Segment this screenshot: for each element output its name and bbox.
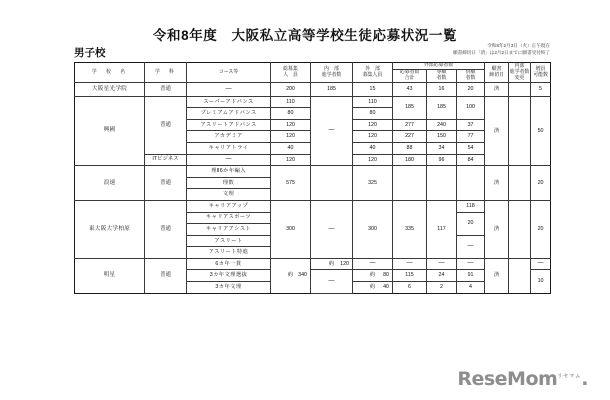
th-department: 学 科	[145, 63, 187, 83]
th-total-capacity	[271, 63, 311, 83]
cell-exclusive: 16	[427, 83, 457, 96]
cell-increase: 20	[531, 200, 551, 258]
cell-increase: 10	[531, 270, 551, 293]
cell-total: 120	[271, 154, 311, 166]
th-internal-change-l1: 内部	[514, 63, 525, 69]
cell-external: 120	[353, 119, 393, 131]
cell-concurrent: —	[457, 235, 485, 258]
cell-course: 3カ年文理	[187, 282, 271, 294]
cell-applicants-total: 227	[393, 131, 427, 143]
cell-school: 興國	[75, 96, 145, 166]
cell-exclusive: 117	[427, 200, 457, 258]
cell-external	[353, 282, 393, 294]
th-total-capacity-l1: 総募集	[283, 66, 298, 72]
th-external-applicants-group: 外部応募者数	[393, 63, 485, 70]
cell-deadline: 済	[485, 96, 509, 166]
th-increase-l2: 可能数	[533, 72, 548, 78]
cell-internal-change	[509, 96, 531, 166]
application-status-table	[74, 62, 551, 294]
th-internal-change-l3: 変更	[514, 75, 525, 81]
cell-department: 普通	[145, 258, 187, 293]
cell-deadline: 済	[485, 200, 509, 258]
cell-course: アスリート特進	[187, 247, 271, 259]
cell-external: 15	[353, 83, 393, 96]
cell-concurrent: 37	[457, 119, 485, 131]
th-concurrent-l2: 者数	[465, 76, 476, 82]
cell-exclusive: 150	[427, 131, 457, 143]
cell-internal: —	[311, 270, 353, 293]
cell-internal: —	[311, 96, 353, 166]
cell-course: 6カ年一貫	[187, 258, 271, 270]
th-external	[353, 63, 393, 83]
cell-external-prefix: 約	[369, 284, 376, 291]
cell-total: 80	[271, 108, 311, 120]
cell-external: 300	[353, 200, 393, 258]
cell-course: 理数	[187, 177, 271, 189]
cell-increase: 20	[531, 166, 551, 201]
cell-deadline: 済	[485, 83, 509, 96]
cell-course: プレミアムアドバンス	[187, 108, 271, 120]
table-row	[75, 258, 551, 270]
cell-concurrent: 54	[457, 142, 485, 154]
th-external-l2: 募集人員	[362, 72, 383, 78]
cell-external: 40	[353, 142, 393, 154]
cell-total: 110	[271, 96, 311, 108]
cell-applicants-total: 180	[393, 154, 427, 166]
th-exclusive-l2: 者数	[436, 76, 447, 82]
cell-external: 120	[353, 131, 393, 143]
th-internal-change	[509, 63, 531, 83]
cell-internal: 185	[311, 83, 353, 96]
cell-department: 普通	[145, 96, 187, 154]
table-row	[75, 83, 551, 96]
table-row	[75, 200, 551, 212]
cell-concurrent: 20	[457, 83, 485, 96]
th-increase	[531, 63, 551, 83]
th-deadline-l1: 願書	[491, 66, 502, 72]
cell-internal-change	[509, 83, 531, 96]
watermark	[457, 368, 588, 390]
cell-total	[271, 258, 311, 293]
cell-internal-prefix: 約	[328, 260, 335, 267]
watermark-dot: .	[581, 368, 588, 390]
cell-exclusive	[427, 166, 457, 201]
cell-internal-change	[509, 200, 531, 258]
cell-external: 80	[353, 108, 393, 120]
cell-exclusive: 240	[427, 119, 457, 131]
cell-concurrent	[457, 166, 485, 201]
as-of-note	[453, 43, 550, 56]
cell-concurrent: 77	[457, 131, 485, 143]
cell-internal	[311, 258, 353, 270]
cell-department: 普通	[145, 166, 187, 201]
th-applicants-total-l2: 合計	[404, 76, 415, 82]
cell-course: —	[187, 154, 271, 166]
cell-course: キャリアスポーツ	[187, 212, 271, 224]
th-school: 学 校 名	[75, 63, 145, 83]
cell-department: 普通	[145, 200, 187, 258]
cell-internal-change	[509, 258, 531, 293]
cell-exclusive: 34	[427, 142, 457, 154]
cell-concurrent: 20	[457, 212, 485, 235]
cell-course: 文理	[187, 189, 271, 201]
cell-department: ITビジネス	[145, 154, 187, 166]
cell-internal	[311, 166, 353, 201]
cell-deadline: 済	[485, 258, 509, 293]
cell-exclusive: 185	[427, 96, 457, 119]
cell-total: 575	[271, 166, 311, 201]
cell-course: 理Ⅱ6か年編入	[187, 166, 271, 178]
th-exclusive-l1: 専願	[436, 70, 447, 76]
cell-course: キャリアトライ	[187, 142, 271, 154]
as-of-line2: 願書締切日「済」は2月2日までに願書受付終了	[453, 49, 550, 55]
th-internal	[311, 63, 353, 83]
group-label: 男子校	[74, 47, 106, 59]
cell-concurrent: 91	[457, 270, 485, 282]
header-row-1	[75, 63, 551, 70]
cell-total: 40	[271, 142, 311, 154]
cell-exclusive: 24	[427, 270, 457, 282]
th-internal-l1: 内 部	[324, 66, 339, 72]
th-internal-change-l2: 進学者数	[509, 69, 530, 75]
cell-applicants-total: 43	[393, 83, 427, 96]
as-of-line1: 令和8年2月3日（火）正午現在	[487, 43, 550, 48]
cell-increase: —	[531, 258, 551, 270]
cell-applicants-total: 6	[393, 282, 427, 294]
cell-course: アスリートアドバンス	[187, 119, 271, 131]
cell-external-prefix: 約	[369, 272, 376, 279]
cell-concurrent: 118	[457, 200, 485, 212]
cell-internal-change	[509, 166, 531, 201]
cell-external-value: 80	[383, 272, 389, 279]
th-applicants-total-l1: 応募者数	[399, 70, 420, 76]
cell-applicants-total: —	[393, 258, 427, 270]
cell-course: キャリアアシスト	[187, 224, 271, 236]
cell-total: 120	[271, 131, 311, 143]
cell-internal: —	[311, 200, 353, 258]
cell-course: アスリート	[187, 235, 271, 247]
cell-course: キャリアアップ	[187, 200, 271, 212]
cell-concurrent: 84	[457, 154, 485, 166]
cell-concurrent: 4	[457, 282, 485, 294]
th-applicants-total	[393, 70, 427, 83]
cell-course: —	[187, 83, 271, 96]
table-body	[75, 83, 551, 293]
watermark-sup: リセマム	[557, 373, 582, 380]
cell-increase: 5	[531, 83, 551, 96]
cell-concurrent: —	[457, 258, 485, 270]
table-header	[75, 63, 551, 83]
cell-course: スーパーアドバンス	[187, 96, 271, 108]
th-deadline-l2: 締切日	[489, 72, 504, 78]
cell-deadline: 済	[485, 166, 509, 201]
cell-external: 325	[353, 166, 393, 201]
cell-school: 大阪星光学院	[75, 83, 145, 96]
cell-external: —	[353, 258, 393, 270]
th-total-capacity-l2: 人 員	[283, 72, 298, 78]
page-title: 令和8年度 大阪私立高等学校生徒応募状況一覧	[152, 28, 458, 43]
cell-external: 110	[353, 96, 393, 108]
cell-school: 東大阪大学柏原	[75, 200, 145, 258]
cell-exclusive: 96	[427, 154, 457, 166]
th-external-l1: 外 部	[365, 66, 380, 72]
cell-school: 浪速	[75, 166, 145, 201]
th-course: コース等	[187, 63, 271, 83]
table-row	[75, 166, 551, 178]
cell-exclusive: —	[427, 258, 457, 270]
cell-department: 普通	[145, 83, 187, 96]
cell-applicants-total: 88	[393, 142, 427, 154]
cell-external: 120	[353, 154, 393, 166]
th-concurrent-l1: 併願	[465, 70, 476, 76]
cell-external-value: 40	[383, 284, 389, 291]
th-exclusive	[427, 70, 457, 83]
cell-total-value: 340	[298, 272, 307, 279]
cell-applicants-total: 115	[393, 270, 427, 282]
cell-total: 200	[271, 83, 311, 96]
cell-exclusive: 2	[427, 282, 457, 294]
cell-total: 300	[271, 200, 311, 258]
cell-increase: 50	[531, 96, 551, 166]
cell-course: 3カ年文理選抜	[187, 270, 271, 282]
cell-external	[353, 270, 393, 282]
th-deadline	[485, 63, 509, 83]
cell-internal-value: 120	[340, 260, 349, 267]
th-increase-l1: 増員	[535, 66, 546, 72]
table-row	[75, 96, 551, 108]
cell-applicants-total: 277	[393, 119, 427, 131]
cell-applicants-total: 335	[393, 200, 427, 258]
cell-applicants-total: 185	[393, 96, 427, 119]
cell-concurrent: 100	[457, 96, 485, 119]
watermark-text: ReseMom	[457, 368, 558, 390]
cell-applicants-total	[393, 166, 427, 201]
cell-school: 明星	[75, 258, 145, 293]
th-concurrent	[457, 70, 485, 83]
cell-total: 120	[271, 119, 311, 131]
th-internal-l2: 進学者数	[321, 72, 342, 78]
cell-course: アカデミア	[187, 131, 271, 143]
cell-total-prefix: 約	[287, 272, 294, 279]
